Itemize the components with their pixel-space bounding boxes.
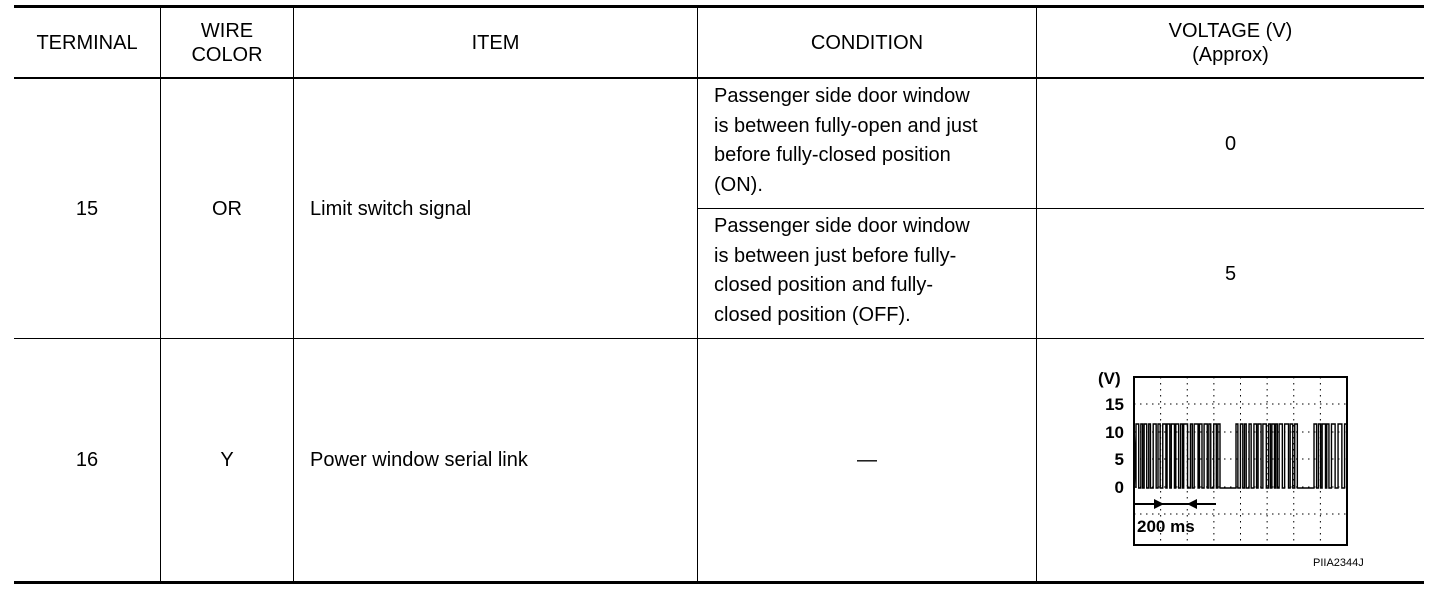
row-16-terminal-text: 16 <box>75 449 99 471</box>
row-16-item-text: Power window serial link <box>310 449 528 471</box>
waveform-y-tick: 0 <box>1114 478 1124 497</box>
condition-line: is between fully-open and just <box>714 114 978 137</box>
row-16-condition-text: — <box>857 449 877 471</box>
waveform-trace <box>1134 424 1347 488</box>
row-15-voltage-on <box>1037 79 1424 208</box>
header-item <box>294 8 697 77</box>
time-scale-marker <box>1135 499 1216 509</box>
time-scale-label: 200 ms <box>1137 517 1195 536</box>
condition-line: closed position (OFF). <box>714 303 911 326</box>
table-bottom-rule <box>14 581 1424 584</box>
waveform-y-tick: 15 <box>1105 395 1124 414</box>
header-voltage-line2: (Approx) <box>1192 43 1269 66</box>
col-divider-2 <box>293 8 294 582</box>
condition-line: before fully-closed position <box>714 144 951 166</box>
row-15-terminal <box>14 79 160 338</box>
condition-line: closed position and fully- <box>714 274 934 296</box>
header-wire-color-line2: COLOR <box>191 43 263 66</box>
header-voltage-line1: VOLTAGE (V) <box>1168 19 1293 42</box>
row-16-wire-color-text: Y <box>220 449 234 471</box>
row-15-wire-color <box>161 79 293 338</box>
row-15-voltage-off <box>1037 209 1424 338</box>
waveform-y-tick: 5 <box>1114 450 1124 469</box>
row-16-condition <box>698 339 1036 581</box>
row-16-wire-color <box>161 339 293 581</box>
header-item-text: ITEM <box>471 31 520 54</box>
header-wire-color-line1: WIRE <box>200 19 254 42</box>
header-wire-color <box>161 8 293 77</box>
row-16-terminal <box>14 339 160 581</box>
row-15-wire-color-text: OR <box>212 197 242 220</box>
condition-line: Passenger side door window <box>714 85 970 107</box>
waveform-y-tick: 10 <box>1105 423 1124 442</box>
condition-line: is between just before fully- <box>714 244 957 267</box>
header-terminal <box>14 8 160 77</box>
row-16-item <box>310 339 690 581</box>
row-15-voltage-off-text: 5 <box>1224 262 1237 285</box>
row-15-item-text: Limit switch signal <box>310 197 472 220</box>
header-terminal-text: TERMINAL <box>36 31 138 54</box>
header-condition-text: CONDITION <box>810 31 924 54</box>
header-condition <box>698 8 1036 77</box>
figure-code: PIIA2344J <box>1313 557 1364 569</box>
waveform-unit-label: (V) <box>1098 369 1121 388</box>
condition-line: (ON). <box>714 173 763 196</box>
condition-line: Passenger side door window <box>714 215 970 237</box>
row-15-terminal-text: 15 <box>75 197 99 220</box>
row-15-item <box>310 79 690 338</box>
row-15-voltage-on-text: 0 <box>1224 132 1237 155</box>
row-15-condition-on <box>714 82 1034 200</box>
row-15-condition-off <box>714 212 1034 330</box>
serial-link-waveform <box>1090 362 1390 572</box>
header-voltage <box>1037 8 1424 77</box>
